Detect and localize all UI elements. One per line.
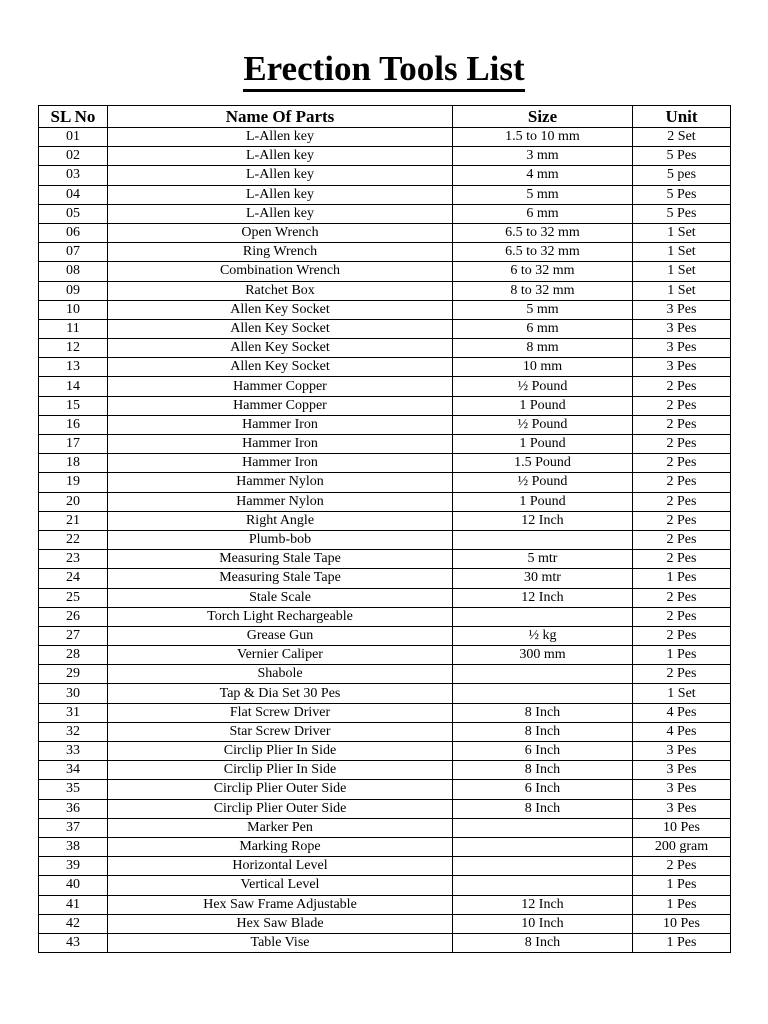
- cell-size: ½ Pound: [453, 377, 633, 396]
- cell-sl-no: 09: [39, 281, 108, 300]
- table-row: [39, 223, 731, 242]
- table-row: [39, 147, 731, 166]
- cell-part-name: Vertical Level: [108, 876, 453, 895]
- cell-unit: 5 Pes: [633, 147, 731, 166]
- cell-part-name: L-Allen key: [108, 166, 453, 185]
- cell-unit: 10 Pes: [633, 914, 731, 933]
- table-row: [39, 646, 731, 665]
- cell-part-name: Hammer Iron: [108, 454, 453, 473]
- cell-part-name: Allen Key Socket: [108, 339, 453, 358]
- cell-size: 6 Inch: [453, 742, 633, 761]
- cell-part-name: Hex Saw Frame Adjustable: [108, 895, 453, 914]
- table-header: [39, 106, 731, 128]
- cell-size: 1 Pound: [453, 396, 633, 415]
- cell-sl-no: 39: [39, 857, 108, 876]
- cell-sl-no: 16: [39, 415, 108, 434]
- cell-part-name: Vernier Caliper: [108, 646, 453, 665]
- table-row: [39, 588, 731, 607]
- cell-sl-no: 27: [39, 626, 108, 645]
- table-row: [39, 722, 731, 741]
- cell-part-name: Table Vise: [108, 933, 453, 952]
- cell-sl-no: 04: [39, 185, 108, 204]
- cell-part-name: Allen Key Socket: [108, 300, 453, 319]
- cell-sl-no: 22: [39, 530, 108, 549]
- cell-part-name: L-Allen key: [108, 147, 453, 166]
- cell-size: 6.5 to 32 mm: [453, 243, 633, 262]
- table-row: [39, 204, 731, 223]
- cell-unit: 2 Pes: [633, 511, 731, 530]
- cell-sl-no: 17: [39, 435, 108, 454]
- cell-part-name: Hex Saw Blade: [108, 914, 453, 933]
- table-row: [39, 185, 731, 204]
- cell-sl-no: 33: [39, 742, 108, 761]
- table-row: [39, 454, 731, 473]
- cell-size: 300 mm: [453, 646, 633, 665]
- cell-part-name: Allen Key Socket: [108, 358, 453, 377]
- cell-size: 1.5 to 10 mm: [453, 128, 633, 147]
- table-row: [39, 761, 731, 780]
- cell-unit: 1 Pes: [633, 895, 731, 914]
- cell-sl-no: 03: [39, 166, 108, 185]
- cell-unit: 2 Pes: [633, 435, 731, 454]
- cell-size: [453, 530, 633, 549]
- cell-sl-no: 21: [39, 511, 108, 530]
- cell-unit: 1 Set: [633, 684, 731, 703]
- header-name-of-parts: Name Of Parts: [108, 106, 453, 128]
- cell-sl-no: 36: [39, 799, 108, 818]
- cell-part-name: Flat Screw Driver: [108, 703, 453, 722]
- cell-size: 6 mm: [453, 319, 633, 338]
- cell-sl-no: 02: [39, 147, 108, 166]
- cell-unit: 2 Pes: [633, 665, 731, 684]
- cell-sl-no: 41: [39, 895, 108, 914]
- tools-table: [38, 105, 731, 953]
- cell-unit: 1 Set: [633, 243, 731, 262]
- table-row: [39, 377, 731, 396]
- table-row: [39, 300, 731, 319]
- cell-unit: 3 Pes: [633, 319, 731, 338]
- table-row: [39, 435, 731, 454]
- cell-unit: 3 Pes: [633, 761, 731, 780]
- cell-unit: 1 Pes: [633, 646, 731, 665]
- cell-sl-no: 43: [39, 933, 108, 952]
- cell-size: 1.5 Pound: [453, 454, 633, 473]
- cell-size: 1 Pound: [453, 492, 633, 511]
- table-row: [39, 703, 731, 722]
- cell-size: 12 Inch: [453, 588, 633, 607]
- cell-sl-no: 10: [39, 300, 108, 319]
- cell-sl-no: 42: [39, 914, 108, 933]
- cell-part-name: Hammer Copper: [108, 396, 453, 415]
- cell-part-name: Plumb-bob: [108, 530, 453, 549]
- table-row: [39, 243, 731, 262]
- title-container: [0, 50, 768, 92]
- table-row: [39, 665, 731, 684]
- cell-sl-no: 30: [39, 684, 108, 703]
- cell-unit: 2 Pes: [633, 473, 731, 492]
- cell-part-name: Right Angle: [108, 511, 453, 530]
- header-sl-no: SL No: [39, 106, 108, 128]
- cell-unit: 2 Pes: [633, 530, 731, 549]
- cell-sl-no: 13: [39, 358, 108, 377]
- cell-sl-no: 28: [39, 646, 108, 665]
- cell-part-name: Marker Pen: [108, 818, 453, 837]
- table-row: [39, 799, 731, 818]
- cell-sl-no: 23: [39, 550, 108, 569]
- cell-size: 8 Inch: [453, 933, 633, 952]
- cell-sl-no: 32: [39, 722, 108, 741]
- cell-part-name: Open Wrench: [108, 223, 453, 242]
- cell-unit: 3 Pes: [633, 300, 731, 319]
- cell-unit: 3 Pes: [633, 742, 731, 761]
- cell-size: [453, 665, 633, 684]
- cell-sl-no: 15: [39, 396, 108, 415]
- table-row: [39, 511, 731, 530]
- cell-part-name: Star Screw Driver: [108, 722, 453, 741]
- cell-unit: 10 Pes: [633, 818, 731, 837]
- cell-part-name: Circlip Plier Outer Side: [108, 780, 453, 799]
- table-row: [39, 396, 731, 415]
- cell-size: 10 mm: [453, 358, 633, 377]
- cell-unit: 2 Set: [633, 128, 731, 147]
- cell-part-name: Ring Wrench: [108, 243, 453, 262]
- cell-unit: 1 Set: [633, 281, 731, 300]
- cell-size: 6.5 to 32 mm: [453, 223, 633, 242]
- header-unit: Unit: [633, 106, 731, 128]
- cell-part-name: Measuring Stale Tape: [108, 569, 453, 588]
- cell-part-name: Circlip Plier In Side: [108, 761, 453, 780]
- cell-unit: 2 Pes: [633, 550, 731, 569]
- cell-size: 8 Inch: [453, 722, 633, 741]
- table-row: [39, 933, 731, 952]
- cell-sl-no: 18: [39, 454, 108, 473]
- table-row: [39, 684, 731, 703]
- cell-size: 5 mtr: [453, 550, 633, 569]
- cell-sl-no: 38: [39, 837, 108, 856]
- cell-part-name: Tap & Dia Set 30 Pes: [108, 684, 453, 703]
- cell-size: ½ kg: [453, 626, 633, 645]
- cell-sl-no: 37: [39, 818, 108, 837]
- cell-unit: 5 Pes: [633, 185, 731, 204]
- cell-size: 6 to 32 mm: [453, 262, 633, 281]
- cell-size: [453, 837, 633, 856]
- cell-unit: 2 Pes: [633, 415, 731, 434]
- page-title: Erection Tools List: [243, 50, 524, 92]
- cell-unit: 1 Pes: [633, 933, 731, 952]
- table-row: [39, 281, 731, 300]
- cell-unit: 2 Pes: [633, 377, 731, 396]
- header-row: [39, 106, 731, 128]
- cell-unit: 1 Pes: [633, 569, 731, 588]
- table-row: [39, 895, 731, 914]
- table-row: [39, 166, 731, 185]
- cell-sl-no: 01: [39, 128, 108, 147]
- cell-part-name: Combination Wrench: [108, 262, 453, 281]
- table-row: [39, 607, 731, 626]
- cell-part-name: Circlip Plier Outer Side: [108, 799, 453, 818]
- cell-part-name: Allen Key Socket: [108, 319, 453, 338]
- cell-part-name: Grease Gun: [108, 626, 453, 645]
- cell-unit: 4 Pes: [633, 703, 731, 722]
- cell-size: 5 mm: [453, 185, 633, 204]
- cell-part-name: Marking Rope: [108, 837, 453, 856]
- cell-unit: 3 Pes: [633, 780, 731, 799]
- cell-size: ½ Pound: [453, 415, 633, 434]
- table-row: [39, 780, 731, 799]
- table-row: [39, 415, 731, 434]
- cell-part-name: Shabole: [108, 665, 453, 684]
- cell-size: 8 Inch: [453, 703, 633, 722]
- cell-size: 4 mm: [453, 166, 633, 185]
- header-size: Size: [453, 106, 633, 128]
- cell-part-name: L-Allen key: [108, 128, 453, 147]
- table-row: [39, 339, 731, 358]
- cell-part-name: Circlip Plier In Side: [108, 742, 453, 761]
- cell-part-name: Hammer Iron: [108, 435, 453, 454]
- cell-sl-no: 31: [39, 703, 108, 722]
- table-row: [39, 319, 731, 338]
- table-row: [39, 626, 731, 645]
- cell-unit: 5 Pes: [633, 204, 731, 223]
- cell-size: 6 Inch: [453, 780, 633, 799]
- cell-part-name: Hammer Nylon: [108, 473, 453, 492]
- cell-size: 1 Pound: [453, 435, 633, 454]
- cell-sl-no: 08: [39, 262, 108, 281]
- cell-unit: 200 gram: [633, 837, 731, 856]
- cell-sl-no: 26: [39, 607, 108, 626]
- cell-size: 10 Inch: [453, 914, 633, 933]
- cell-part-name: Torch Light Rechargeable: [108, 607, 453, 626]
- cell-unit: 2 Pes: [633, 607, 731, 626]
- cell-unit: 3 Pes: [633, 339, 731, 358]
- table-body: [39, 128, 731, 953]
- cell-size: 8 Inch: [453, 761, 633, 780]
- table-row: [39, 550, 731, 569]
- cell-size: ½ Pound: [453, 473, 633, 492]
- cell-part-name: Hammer Nylon: [108, 492, 453, 511]
- cell-unit: 2 Pes: [633, 454, 731, 473]
- cell-unit: 1 Set: [633, 223, 731, 242]
- cell-unit: 3 Pes: [633, 358, 731, 377]
- cell-unit: 3 Pes: [633, 799, 731, 818]
- cell-sl-no: 20: [39, 492, 108, 511]
- table-row: [39, 914, 731, 933]
- cell-size: 6 mm: [453, 204, 633, 223]
- cell-part-name: Stale Scale: [108, 588, 453, 607]
- cell-sl-no: 05: [39, 204, 108, 223]
- cell-size: [453, 684, 633, 703]
- cell-part-name: L-Allen key: [108, 204, 453, 223]
- cell-sl-no: 24: [39, 569, 108, 588]
- cell-unit: 2 Pes: [633, 396, 731, 415]
- cell-sl-no: 40: [39, 876, 108, 895]
- table-row: [39, 473, 731, 492]
- cell-sl-no: 34: [39, 761, 108, 780]
- cell-size: 12 Inch: [453, 511, 633, 530]
- table-row: [39, 358, 731, 377]
- table-row: [39, 128, 731, 147]
- cell-sl-no: 12: [39, 339, 108, 358]
- cell-unit: 1 Set: [633, 262, 731, 281]
- table-row: [39, 492, 731, 511]
- cell-unit: 4 Pes: [633, 722, 731, 741]
- cell-unit: 2 Pes: [633, 588, 731, 607]
- cell-part-name: Ratchet Box: [108, 281, 453, 300]
- cell-sl-no: 07: [39, 243, 108, 262]
- cell-size: 30 mtr: [453, 569, 633, 588]
- cell-unit: 2 Pes: [633, 492, 731, 511]
- table-row: [39, 262, 731, 281]
- table-row: [39, 569, 731, 588]
- cell-size: 12 Inch: [453, 895, 633, 914]
- cell-size: 3 mm: [453, 147, 633, 166]
- table-row: [39, 742, 731, 761]
- cell-unit: 2 Pes: [633, 626, 731, 645]
- cell-sl-no: 14: [39, 377, 108, 396]
- cell-sl-no: 35: [39, 780, 108, 799]
- cell-size: 8 mm: [453, 339, 633, 358]
- cell-sl-no: 25: [39, 588, 108, 607]
- cell-part-name: Hammer Copper: [108, 377, 453, 396]
- table-row: [39, 876, 731, 895]
- cell-unit: 5 pes: [633, 166, 731, 185]
- cell-sl-no: 19: [39, 473, 108, 492]
- cell-part-name: Horizontal Level: [108, 857, 453, 876]
- cell-size: 5 mm: [453, 300, 633, 319]
- table-row: [39, 818, 731, 837]
- cell-part-name: L-Allen key: [108, 185, 453, 204]
- cell-part-name: Measuring Stale Tape: [108, 550, 453, 569]
- cell-size: [453, 818, 633, 837]
- cell-unit: 2 Pes: [633, 857, 731, 876]
- cell-sl-no: 06: [39, 223, 108, 242]
- cell-size: [453, 876, 633, 895]
- cell-sl-no: 11: [39, 319, 108, 338]
- table-row: [39, 530, 731, 549]
- table-row: [39, 837, 731, 856]
- cell-size: 8 Inch: [453, 799, 633, 818]
- cell-size: [453, 857, 633, 876]
- cell-size: 8 to 32 mm: [453, 281, 633, 300]
- cell-sl-no: 29: [39, 665, 108, 684]
- table-row: [39, 857, 731, 876]
- cell-size: [453, 607, 633, 626]
- cell-unit: 1 Pes: [633, 876, 731, 895]
- cell-part-name: Hammer Iron: [108, 415, 453, 434]
